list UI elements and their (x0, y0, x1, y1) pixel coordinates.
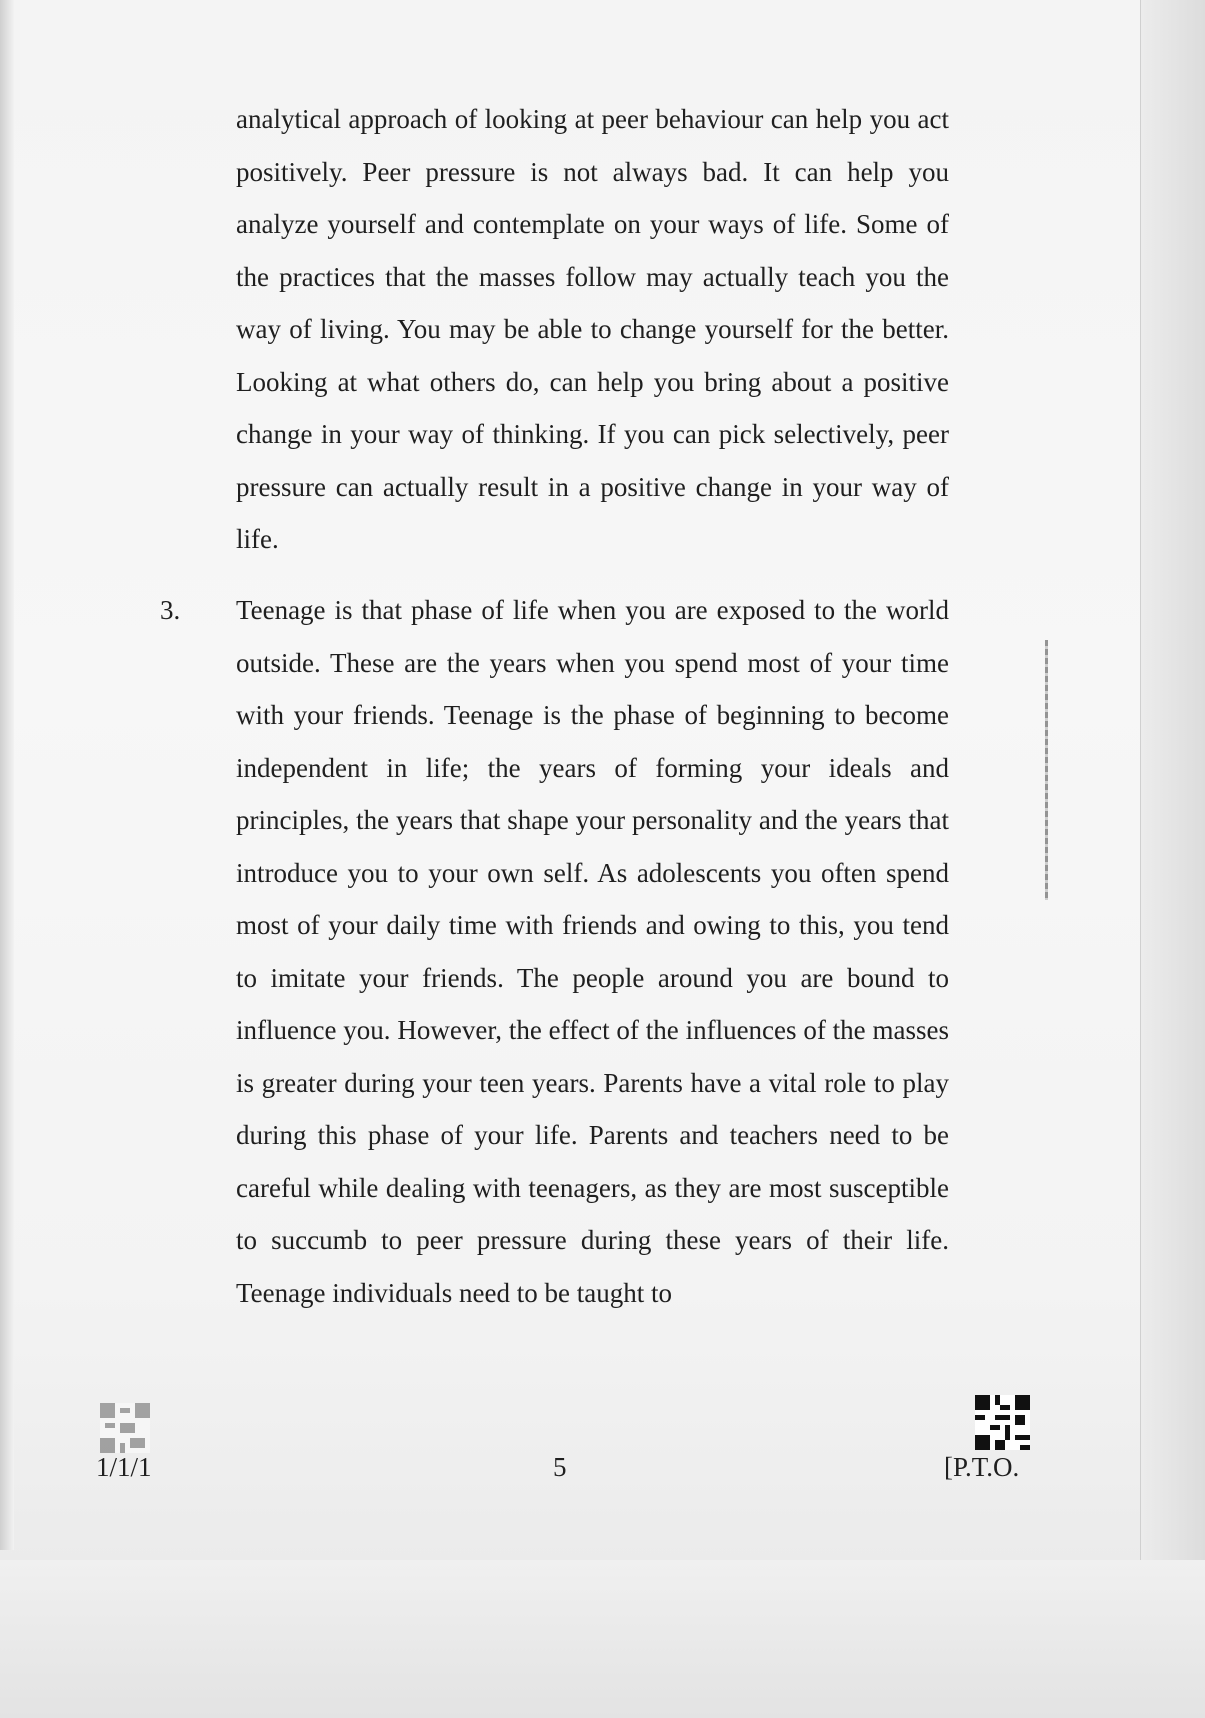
page-bottom-shadow (0, 1560, 1205, 1718)
passage-paragraph-continued: analytical approach of looking at peer behaviour can help you act positively. Peer pressure is not always bad. It can help you analyze yourself and contemplate on your ways of life. Some of the practices that the masses follow may actually teach you the way of living. You may be able to change yourself for the better. Looking at what others do, can help you bring about a positive change in your way of thinking. If you can pick selectively, peer pressure can actually result in a positive change in your way of life. (236, 104, 949, 554)
passage-paragraph-3: Teenage is that phase of life when you are exposed to the world outside. These are the years when you spend most of your time with your friends. Teenage is the phase of beginning to become independent in life; the years of forming your ideals and principles, the years that shape your personality and the years that introduce you to your own self. As adolescents you often spend most of your daily time with friends and owing to this, you tend to imitate your friends. The people around you are bound to influence you. However, the effect of the influences of the masses is greater during your teen years. Parents have a vital role to play during this phase of your life. Parents and teachers need to be careful while dealing with teenagers, as they are most susceptible to succumb to peer pressure during these years of their life. Teenage individuals need to be taught to (236, 595, 949, 1308)
page-number: 5 (553, 1452, 567, 1482)
qr-code-icon (100, 1403, 150, 1453)
paragraph-number: 3. (160, 595, 181, 625)
qr-code-icon (975, 1395, 1030, 1450)
please-turn-over: [P.T.O. (944, 1452, 1020, 1482)
page-left-edge (0, 0, 14, 1550)
question-paper-code: 1/1/1 (96, 1452, 152, 1482)
binding-mark (1045, 640, 1048, 900)
page-right-margin (1140, 0, 1205, 1560)
